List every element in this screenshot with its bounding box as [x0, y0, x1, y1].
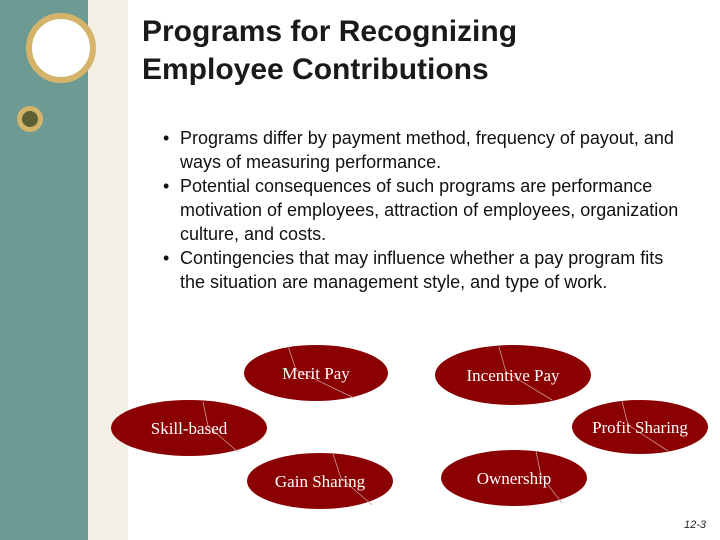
- oval-skill-based: [111, 400, 267, 456]
- bullet-item: • Programs differ by payment method, frequency of payout, and ways of measuring performance.: [163, 126, 693, 174]
- profit-sharing-label: Profit Sharing: [592, 418, 688, 437]
- title-line-1: Programs for Recognizing: [142, 15, 518, 48]
- merit-pay-label: Merit Pay: [282, 364, 350, 383]
- oval-ownership: [441, 450, 587, 506]
- gain-sharing-label: Gain Sharing: [274, 472, 366, 491]
- oval-merit-pay: [244, 345, 388, 401]
- ownership-label: Ownership: [476, 469, 552, 488]
- page-number: 12-3: [683, 519, 706, 531]
- bullet-item: • Contingencies that may influence whether a pay program fits the situation are management style, and type of work.: [163, 246, 693, 294]
- oval-gain-sharing: [247, 453, 393, 509]
- bullet-item: • Potential consequences of such programs are performance motivation of employees, attraction of employees, organization culture, and costs.: [163, 174, 693, 246]
- title-line-2: Employee Contributions: [142, 53, 489, 86]
- oval-profit-sharing: [572, 400, 708, 454]
- skill-based-label: Skill-based: [150, 419, 228, 438]
- oval-incentive-pay: [435, 345, 591, 405]
- incentive-pay-label: Incentive Pay: [466, 366, 560, 385]
